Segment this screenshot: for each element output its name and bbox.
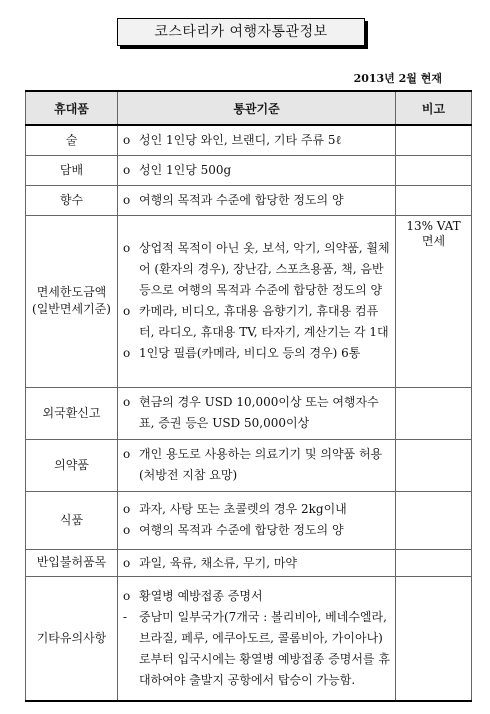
category-label: 향수 (59, 192, 84, 207)
category-label: 술 (65, 132, 78, 147)
row-category (26, 125, 118, 155)
table-header-row (26, 91, 472, 125)
row-category (26, 491, 118, 549)
note-exempt: 면세 (421, 233, 446, 248)
bullet-mark: o (123, 523, 131, 537)
table-row (26, 215, 472, 387)
table-row (26, 387, 472, 439)
row-category (26, 576, 118, 701)
row-content (118, 576, 396, 701)
item-text: 여행의 목적과 수준에 합당한 정도의 양 (139, 523, 344, 537)
item-text: 1인당 필름(카메라, 비디오 등의 경우) 6통 (139, 346, 361, 360)
row-content (118, 215, 396, 387)
item-text: 과자, 사탕 또는 초콜렛의 경우 2kg이내 (139, 502, 347, 516)
bullet-mark: o (123, 588, 131, 603)
list-item (123, 520, 391, 541)
category-label: 식품 (59, 512, 84, 527)
category-label: 반입불허품목 (36, 555, 107, 569)
table-row (26, 185, 472, 215)
category-label: 기타유의사항 (36, 630, 107, 645)
row-content (118, 491, 396, 549)
list-item (123, 607, 391, 691)
row-note (396, 439, 472, 491)
row-note (396, 549, 472, 576)
dash-mark: - (123, 609, 128, 624)
list-item (123, 238, 391, 301)
document-title: 코스타리카 여행자통관정보 (117, 18, 365, 46)
bullet-mark: o (123, 502, 131, 516)
item-text: 상업적 목적이 아닌 옷, 보석, 악기, 의약품, 휠체어 (환자의 경우), 장난감, 스포츠용품, 책, 음반 등으로 여행의 목적과 수준에 합당한 정도의 양 (139, 241, 390, 297)
table-row (26, 155, 472, 185)
item-text: 중남미 일부국가(7개국 : 볼리비아, 베네수엘라, 브라질, 페루, 에쿠아도르, 콜롬비아, 가이아나)로부터 입국시에는 황열병 예방접종 증명서를 휴대하여야 출발지 공항에서 탑승이 가능함. (139, 609, 390, 687)
bullet-mark: o (123, 241, 131, 255)
row-category (26, 549, 118, 576)
list-item (123, 191, 391, 209)
row-note (396, 215, 472, 387)
item-text: 황열병 예방접종 증명서 (139, 588, 263, 603)
category-label: 담배 (59, 162, 84, 177)
list-item (123, 586, 391, 607)
row-category (26, 439, 118, 491)
item-text: 카메라, 비디오, 휴대용 음향기기, 휴대용 컴퓨터, 라디오, 휴대용 TV, 타자기, 계산기는 각 1대 (139, 304, 389, 339)
item-text: 성인 1인당 와인, 브랜디, 기타 주류 5ℓ (139, 133, 342, 148)
list-item (123, 554, 391, 572)
row-content (118, 125, 396, 155)
table-row (26, 491, 472, 549)
bullet-mark: o (123, 346, 131, 360)
row-category (26, 155, 118, 185)
row-category (26, 387, 118, 439)
date-label: 2013년 2월 현재 (353, 72, 442, 85)
bullet-mark: o (123, 304, 131, 318)
item-text: 과일, 육류, 채소류, 무기, 마약 (139, 555, 298, 570)
row-note (396, 155, 472, 185)
bullet-mark: o (123, 395, 131, 409)
item-text: 개인 용도로 사용하는 의료기기 및 의약품 허용(처방전 지참 요망) (139, 447, 383, 482)
item-text: 현금의 경우 USD 10,000이상 또는 여행자수표, 증권 등은 USD 50,000이상 (139, 395, 379, 430)
item-text: 여행의 목적과 수준에 합당한 정도의 양 (139, 193, 344, 207)
category-label: 의약품 (54, 457, 89, 472)
row-category (26, 185, 118, 215)
row-note (396, 387, 472, 439)
row-category (26, 215, 118, 387)
customs-table (25, 90, 472, 702)
row-content (118, 387, 396, 439)
list-item (123, 161, 391, 179)
category-label: 면세한도금액 (36, 285, 107, 299)
bullet-mark: o (123, 193, 131, 207)
list-item (123, 444, 391, 486)
row-content (118, 155, 396, 185)
header-remarks: 비고 (396, 91, 472, 125)
note-vat: 13% VAT (406, 218, 461, 233)
category-sublabel: (일반면세기준) (32, 302, 111, 316)
row-note (396, 576, 472, 701)
table-row (26, 439, 472, 491)
row-content (118, 549, 396, 576)
list-item (123, 392, 391, 434)
list-item (123, 131, 391, 149)
category-label: 외국환신고 (42, 405, 101, 420)
table-row (26, 549, 472, 576)
item-text: 성인 1인당 500g (139, 163, 232, 177)
row-note (396, 185, 472, 215)
table-row (26, 576, 472, 701)
row-note (396, 125, 472, 155)
row-content (118, 439, 396, 491)
bullet-mark: o (123, 133, 131, 148)
header-item: 휴대품 (26, 91, 118, 125)
table-row (26, 125, 472, 155)
row-note (396, 491, 472, 549)
list-item (123, 343, 391, 364)
bullet-mark: o (123, 555, 131, 570)
bullet-mark: o (123, 447, 131, 461)
row-content (118, 185, 396, 215)
list-item (123, 301, 391, 343)
list-item (123, 499, 391, 520)
header-criteria: 통관기준 (118, 91, 396, 125)
bullet-mark: o (123, 163, 131, 177)
